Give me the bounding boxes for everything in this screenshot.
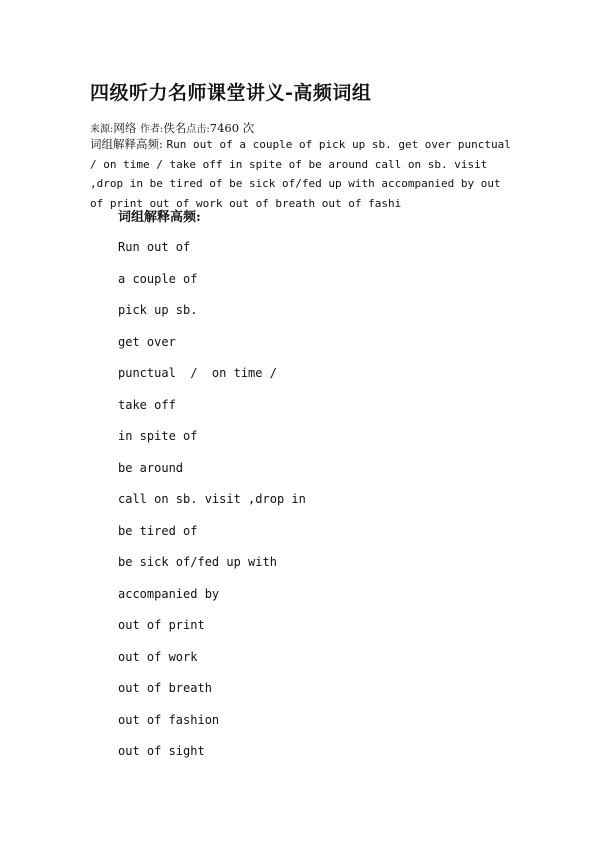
phrase-item: in spite of xyxy=(118,429,198,443)
clicks-unit: 次 xyxy=(242,121,255,135)
phrase-item: accompanied by xyxy=(118,586,220,601)
source-label: 来源: xyxy=(90,124,114,135)
author-label: 作者: xyxy=(140,124,164,135)
phrase-list xyxy=(118,238,306,774)
page-title: 四级听力名师课堂讲义-高频词组 xyxy=(90,82,372,104)
phrase-item: out of sight xyxy=(118,744,205,758)
phrase-item: out of work xyxy=(118,649,198,664)
phrase-item: out of print xyxy=(118,618,205,632)
phrase-item: pick up sb. xyxy=(118,303,198,317)
phrase-item: punctual / on time / xyxy=(118,366,277,380)
summary-text: Run out of a couple of pick up sb. get over punctual / on time / take off in spite of be around call on sb. visit ,drop in be tired of be sick of/fed up with accompanied by out of print out of work out of breath out of fashi xyxy=(90,138,511,210)
phrase-item: be around xyxy=(118,460,184,475)
source-value: 网络 xyxy=(113,121,137,135)
phrase-item: be sick of/fed up with xyxy=(118,555,277,569)
clicks-value: 7460 xyxy=(209,121,240,135)
phrase-item: be tired of xyxy=(118,523,198,538)
phrase-item: call on sb. visit ,drop in xyxy=(118,492,306,506)
phrase-item: a couple of xyxy=(118,271,198,286)
summary-paragraph xyxy=(90,135,515,213)
phrase-item: Run out of xyxy=(118,240,191,254)
section-heading: 词组解释高频: xyxy=(118,210,201,225)
phrase-item: get over xyxy=(118,334,176,349)
clicks-label: 点击: xyxy=(186,124,210,135)
phrase-item: take off xyxy=(118,397,176,412)
phrase-item: out of fashion xyxy=(118,712,220,727)
phrase-item: out of breath xyxy=(118,681,212,695)
summary-label: 词组解释高频: xyxy=(90,137,163,151)
article-meta xyxy=(90,120,254,136)
author-value: 佚名 xyxy=(163,121,187,135)
